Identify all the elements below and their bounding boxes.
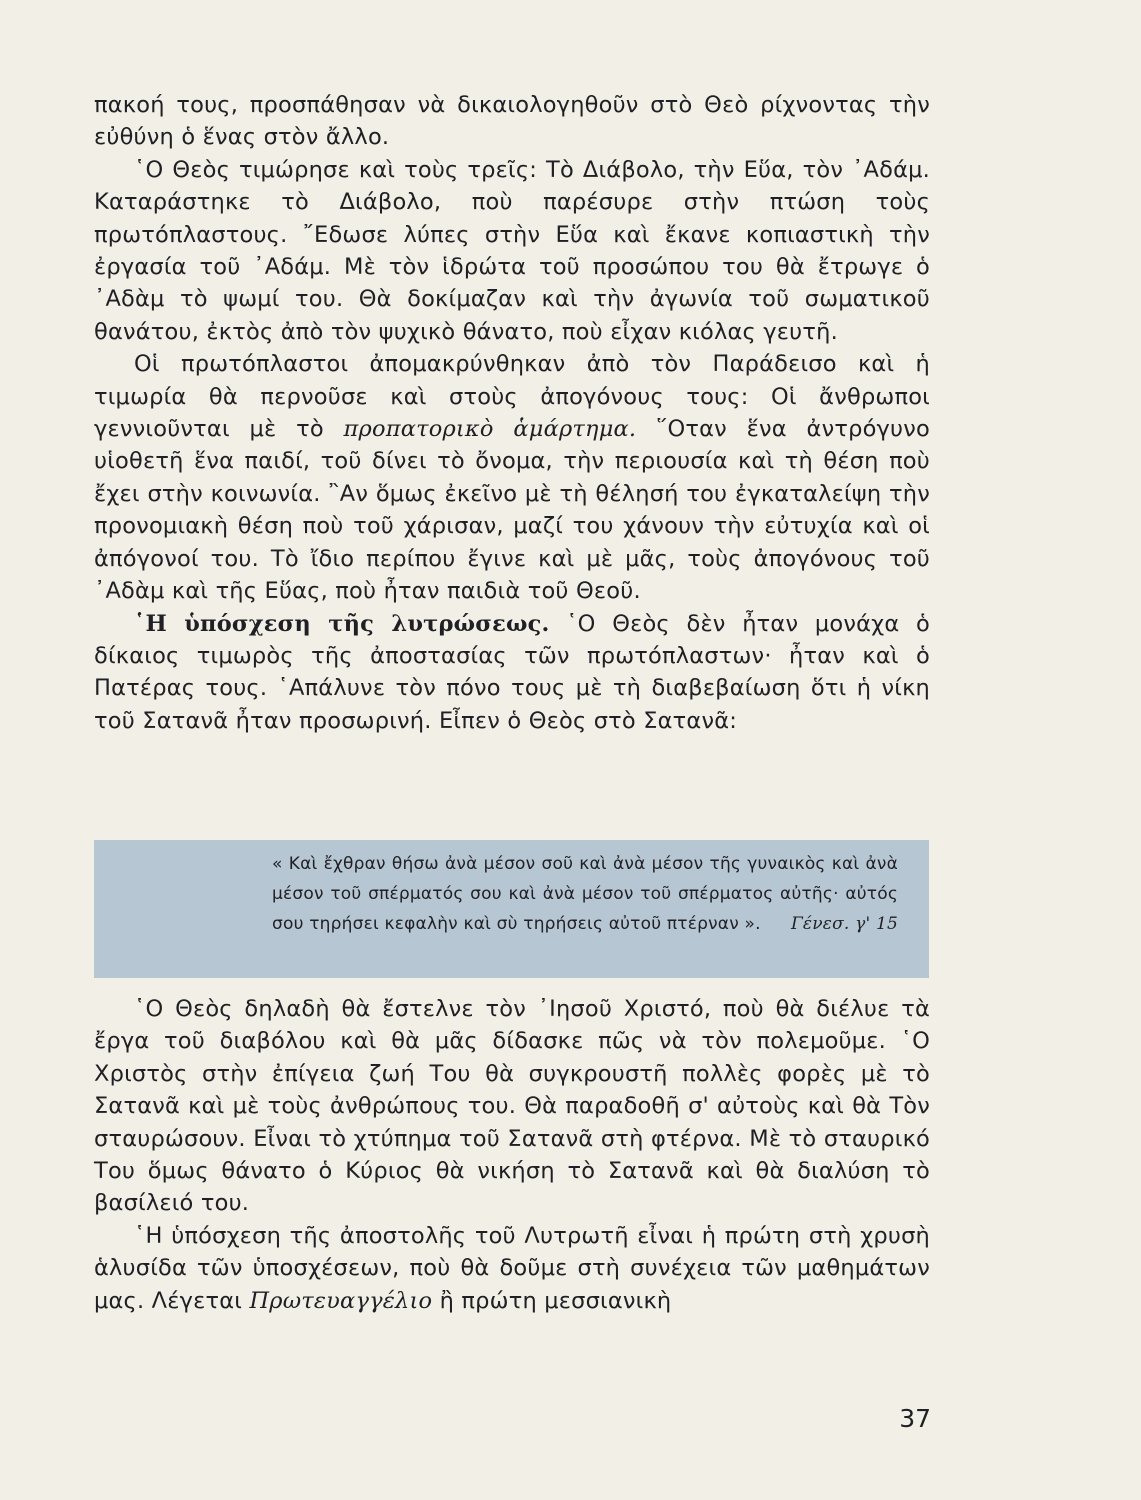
section-heading-redemption: ῾Η ὑπόσχεση τῆς λυτρώσεως. xyxy=(134,610,550,637)
paragraph-3 xyxy=(94,348,930,607)
scripture-citation: Γένεσ. γ' 15 xyxy=(790,914,898,934)
scripture-quote xyxy=(272,849,898,939)
paragraph-5 xyxy=(94,993,930,1220)
paragraph-1-text: πακοή τους, προσπάθησαν νὰ δικαιολογηθοῦν στὸ Θεὸ ρίχνοντας τὴν εὐθύνη ὁ ἕνας στὸν ἄλλο. xyxy=(94,92,930,151)
paragraph-2-text: ῾Ο Θεὸς τιμώρησε καὶ τοὺς τρεῖς: Τὸ Διάβολο, τὴν Εὕα, τὸν ᾿Αδάμ. Καταράστηκε τὸ Διάβολο, ποὺ παρέσυρε στὴν πτώση τοὺς πρωτόπλαστους. ῎Εδωσε λύπες στὴν Εὕα καὶ ἔκανε κοπιαστικὴ τὴν ἐργασία τοῦ ᾿Αδάμ. Μὲ τὸν ἱδρώτα τοῦ προσώπου του θὰ ἔτρωγε ὁ ᾿Αδὰμ τὸ ψωμί του. Θὰ δοκίμαζαν καὶ τὴν ἀγωνία τοῦ σωματικοῦ θανάτου, ἐκτὸς ἀπὸ τὸν ψυχικὸ θάνατο, ποὺ εἶχαν κιόλας γευτῆ. xyxy=(94,156,930,345)
page-number: 37 xyxy=(899,1404,931,1433)
paragraph-6 xyxy=(94,1220,930,1317)
scripture-quote-text: « Καὶ ἔχθραν θήσω ἀνὰ μέσον σοῦ καὶ ἀνὰ μέσον τῆς γυναικὸς καὶ ἀνὰ μέσον τοῦ σπέρματός σου καὶ ἀνὰ μέσον τοῦ σπέρματος αὐτῆς· αὐτός σου τηρήσει κεφαλὴν καὶ σὺ τηρήσεις αὐτοῦ πτέρναν ». xyxy=(272,854,898,934)
paragraph-4 xyxy=(94,608,930,738)
paragraph-6-text-b: ἢ πρώτη μεσσιανικὴ xyxy=(439,1287,672,1314)
text-block-bottom xyxy=(94,993,930,1317)
paragraph-5-text: ῾Ο Θεὸς δηλαδὴ θὰ ἔστελνε τὸν ᾿Ιησοῦ Χριστό, ποὺ θὰ διέλυε τὰ ἔργα τοῦ διαβόλου καὶ θὰ μᾶς δίδασκε πῶς νὰ τὸν πολεμοῦμε. ῾Ο Χριστὸς στὴν ἐπίγεια ζωή Του θὰ συγκρουστῆ πολλὲς φορὲς μὲ τὸ Σατανᾶ καὶ μὲ τοὺς ἀνθρώπους του. Θὰ παραδοθῆ σ' αὐτοὺς καὶ θὰ Τὸν σταυρώσουν. Εἶναι τὸ χτύπημα τοῦ Σατανᾶ στὴ φτέρνα. Μὲ τὸ σταυρικό Του ὅμως θάνατο ὁ Κύριος θὰ νικήση τὸ Σατανᾶ καὶ θὰ διαλύση τὸ βασίλειό του. xyxy=(94,996,930,1217)
paragraph-3-text-b: ῞Οταν ἕνα ἀντρόγυνο υἱοθετῆ ἕνα παιδί, τοῦ δίνει τὸ ὄνομα, τὴν περιουσία καὶ τὴ θέση ποὺ ἔχει στὴν κοινωνία. ῍Αν ὅμως ἐκεῖνο μὲ τὴ θέλησή του ἐγκαταλείψη τὴν προνομιακὴ θέση ποὺ τοῦ χάρισαν, μαζί του χάνουν τὴν εὐτυχία καὶ οἱ ἀπόγονοί του. Τὸ ἴδιο περίπου ἔγινε καὶ μὲ μᾶς, τοὺς ἀπογόνους τοῦ ᾿Αδὰμ καὶ τῆς Εὕας, ποὺ ἦταν παιδιὰ τοῦ Θεοῦ. xyxy=(94,416,931,605)
scripture-quote-paragraph xyxy=(272,849,898,939)
protoevangelium-term: Πρωτευαγγέλιο xyxy=(249,1287,433,1314)
paragraph-2 xyxy=(94,154,930,348)
paragraph-6-text-a: ῾Η ὑπόσχεση τῆς ἀποστολῆς τοῦ Λυτρωτῆ εἶναι ἡ πρώτη στὴ χρυσὴ ἁλυσίδα τῶν ὑποσχέσεων, ποὺ θὰ δοῦμε στὴ συνέχεια τῶν μαθημάτων μας. Λέγεται xyxy=(94,1222,930,1314)
paragraph-3-text-a: Οἱ πρωτόπλαστοι ἀπομακρύνθηκαν ἀπὸ τὸν Παράδεισο καὶ ἡ τιμωρία θὰ περνοῦσε καὶ στοὺς ἀπογόνους τους: Οἱ ἄνθρωποι γεννιοῦνται μὲ τὸ xyxy=(94,351,930,443)
paragraph-4-text: ῾Ο Θεὸς δὲν ἦταν μονάχα ὁ δίκαιος τιμωρὸς τῆς ἀποστασίας τῶν πρωτόπλαστων· ἦταν καὶ ὁ Πατέρας τους. ῾Απάλυνε τὸν πόνο τους μὲ τὴ διαβεβαίωση ὅτι ἡ νίκη τοῦ Σατανᾶ ἦταν προσωρινή. Εἶπεν ὁ Θεὸς στὸ Σατανᾶ: xyxy=(94,610,930,734)
original-sin-term: προπατορικὸ ἁμάρτημα. xyxy=(343,416,637,443)
paragraph-1 xyxy=(94,89,930,154)
text-block-top xyxy=(94,89,930,737)
